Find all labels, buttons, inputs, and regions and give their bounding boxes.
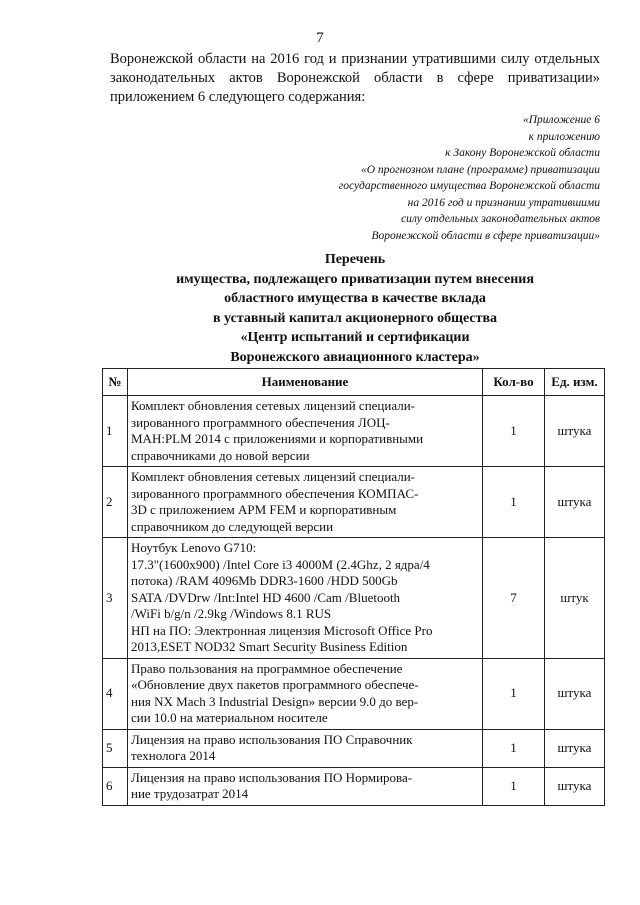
row-name-line: 2013,ESET NOD32 Smart Security Business Edition <box>131 639 408 654</box>
row-num: 2 <box>103 467 128 538</box>
row-name-line: технолога 2014 <box>131 748 216 763</box>
row-name-line: Право пользования на программное обеспечение <box>131 660 403 676</box>
row-name <box>128 729 483 767</box>
annex-line: к Закону Воронежской области <box>445 147 600 159</box>
row-name-line: МАН:PLM 2014 с приложениями и корпоративными <box>131 431 424 446</box>
table-row <box>103 538 605 659</box>
title-line: Воронежского авиационного кластера» <box>230 349 480 365</box>
row-name <box>128 467 483 538</box>
document-title <box>110 250 600 367</box>
title-line: Перечень <box>324 252 386 267</box>
table-header-row <box>103 369 605 396</box>
title-line: областного имущества в качестве вклада <box>224 291 486 306</box>
row-name-line: Лицензия на право использования ПО Нормирова- <box>131 769 413 785</box>
row-qty: 7 <box>483 538 545 659</box>
annex-line: государственного имущества Воронежской области <box>338 180 600 192</box>
row-unit: штука <box>545 767 605 805</box>
table-row <box>103 396 605 467</box>
header-unit: Ед. изм. <box>545 369 605 396</box>
row-unit: штук <box>545 538 605 659</box>
table-row <box>103 658 605 729</box>
row-qty: 1 <box>483 467 545 538</box>
annex-header <box>240 112 600 244</box>
intro-paragraph: Воронежской области на 2016 год и признании утратившими силу отдельных законодательных актов Воронежской области в сфере приватизации» приложением 6 следующего содержания: <box>110 51 600 105</box>
row-name-line: SATA /DVDrw /Int:Intel HD 4600 /Cam /Bluetooth <box>131 589 401 605</box>
annex-line: «О прогнозном плане (программе) приватизации <box>360 163 600 176</box>
row-name-line: зированного программного обеспечения КОМПАС- <box>131 485 419 501</box>
page-number: 7 <box>316 30 324 46</box>
row-name-line: «Обновление двух пакетов программного обеспече- <box>131 677 419 692</box>
row-name-line: 3D с приложением APM FEM и корпоративным <box>131 502 397 517</box>
header-num: № <box>103 369 128 396</box>
table-row <box>103 767 605 805</box>
row-num: 1 <box>103 396 128 467</box>
row-name-line: НП на ПО: Электронная лицензия Microsoft Office Pro <box>131 622 433 638</box>
row-unit: штука <box>545 396 605 467</box>
row-name-line: 17.3"(1600x900) /Intel Core i3 4000M (2.4Ghz, 2 ядра/4 <box>131 556 430 572</box>
row-num: 6 <box>103 767 128 805</box>
row-qty: 1 <box>483 767 545 805</box>
header-qty: Кол-во <box>483 369 545 396</box>
row-name-line: справочником до следующей версии <box>131 518 334 534</box>
annex-line: на 2016 год и признании утратившими <box>407 196 600 209</box>
row-qty: 1 <box>483 658 545 729</box>
row-name-line: /WiFi b/g/n /2.9kg /Windows 8.1 RUS <box>131 606 332 621</box>
row-unit: штука <box>545 467 605 538</box>
annex-line: силу отдельных законодательных актов <box>401 213 600 225</box>
row-num: 3 <box>103 538 128 659</box>
row-name-line: ния NX Mach 3 Industrial Design» версии 9.0 до вер- <box>131 693 419 709</box>
header-name: Наименование <box>128 369 483 396</box>
row-name-line: справочниками до новой версии <box>131 447 310 463</box>
property-table <box>102 368 605 806</box>
row-qty: 1 <box>483 729 545 767</box>
row-name-line: потока) /RAM 4096Mb DDR3-1600 /HDD 500Gb <box>131 573 398 588</box>
row-name-line: сии 10.0 на материальном носителе <box>131 710 328 725</box>
title-line: имущества, подлежащего приватизации путем внесения <box>176 271 534 287</box>
title-line: «Центр испытаний и сертификации <box>240 330 470 345</box>
row-name-line: Лицензия на право использования ПО Справочник <box>131 731 413 747</box>
row-name-line: Комплект обновления сетевых лицензий специали- <box>131 398 416 413</box>
row-num: 4 <box>103 658 128 729</box>
annex-line: «Приложение 6 <box>522 114 600 126</box>
row-name <box>128 538 483 659</box>
row-name <box>128 658 483 729</box>
row-name <box>128 767 483 805</box>
row-qty: 1 <box>483 396 545 467</box>
row-name-line: зированного программного обеспечения ЛОЦ- <box>131 414 390 430</box>
row-name-line: ние трудозатрат 2014 <box>131 786 249 801</box>
annex-line: Воронежской области в сфере приватизации» <box>371 229 600 242</box>
row-name-line: Комплект обновления сетевых лицензий специали- <box>131 469 416 484</box>
table-row <box>103 467 605 538</box>
title-line: в уставный капитал акционерного общества <box>212 310 498 326</box>
row-unit: штука <box>545 729 605 767</box>
annex-line: к приложению <box>528 130 600 143</box>
row-num: 5 <box>103 729 128 767</box>
row-name <box>128 396 483 467</box>
table-row <box>103 729 605 767</box>
row-unit: штука <box>545 658 605 729</box>
row-name-line: Ноутбук Lenovo G710: <box>131 540 257 555</box>
